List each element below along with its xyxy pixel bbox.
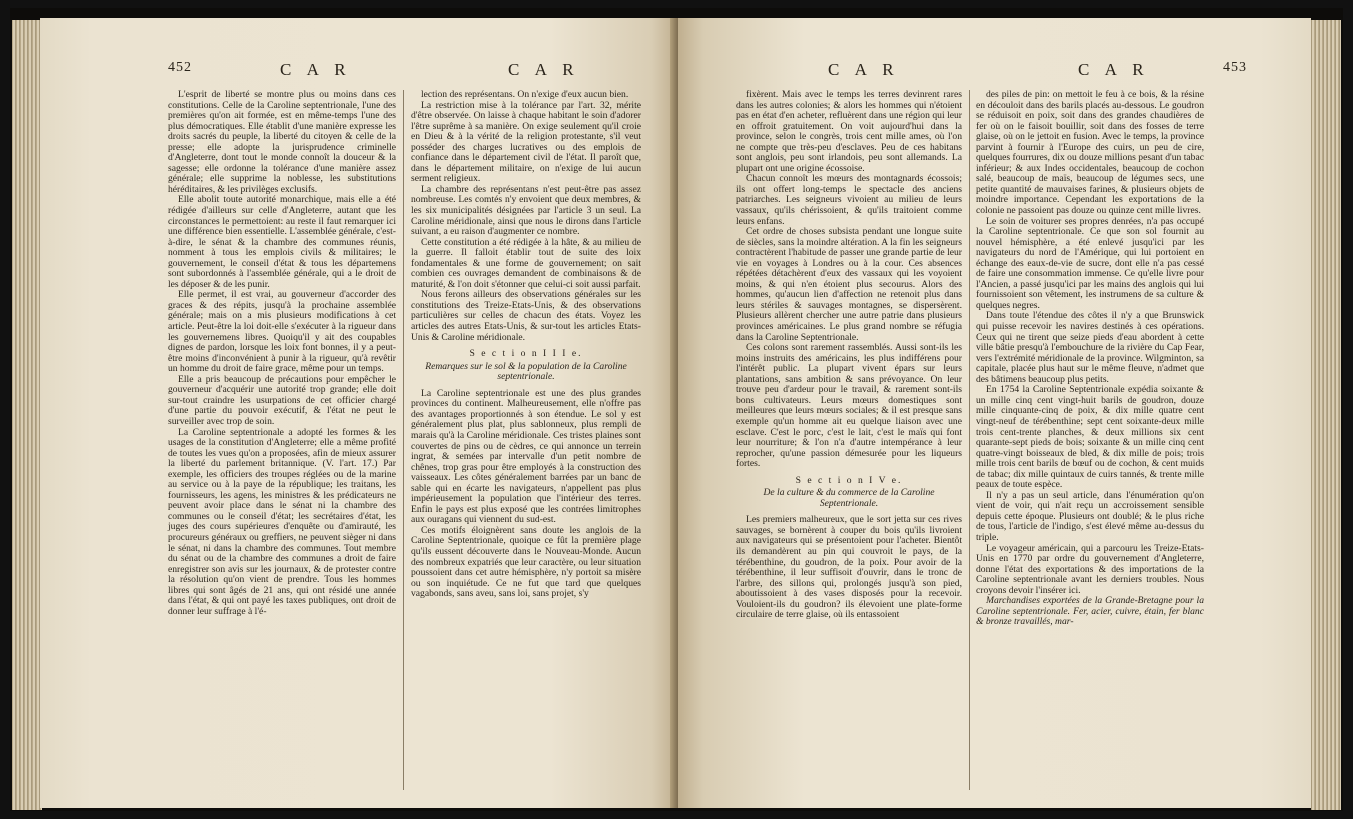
paragraph: L'esprit de liberté se montre plus ou moins dans ces constitutions. Celle de la Caroline septentrionale, l'une des premières qu'on ait formée, est en même-temps l'une des plus démocratiques. Elle établit d'une manière expresse les droits sacrés du peuple, la liberté du citoyen & celle de la presse; elle adopte la jurisprudence criminelle d'Angleterre, dont tout le monde connoît la douceur & la sagesse; elle ordonne la tolérance d'une manière assez générale; elle supprime la noblesse, les substitutions héréditaires, & les privilèges exclusifs.: [168, 89, 396, 195]
right-running-head-2: C A R: [1078, 60, 1150, 79]
paragraph: La Caroline septentrionale est une des plus grandes provinces du continent. Malheureusement, elle n'offre pas des avantages proportionnés à son étendue. Le sol y est généralement plus plat, plus sablonneux, plus rempli de marais qu'à la Caroline méridionale. Ces tristes plaines sont couvertes de pins ou de cèdres, ce qui annonce un terrein ingrat, & semées par intervalle d'un petit nombre de chênes, trop gras pour être employés à la construction des vaisseaux. Les côtes généralement barrées par un banc de sable qui en écarte les navigateurs, n'appellent pas plus impérieusement la population que l'intérieur des terres. Enfin le pays est plus exposé que les contrées limitrophes aux ouragans qui viennent du sud-est.: [411, 387, 641, 526]
paragraph: fixèrent. Mais avec le temps les terres devinrent rares dans les autres colonies; & alors les hommes qui n'étoient pas en état d'en acheter, refluèrent dans une région qui leur en offroit gratuitement. On voit aujourd'hui dans la province, selon le congrès, trois cent mille ames, où l'on ne compte que très-peu d'esclaves. Peu de ces habitans sont anglois, peu sont irlandois, peu sont allemands. La plupart ont une origine écossoise.: [736, 89, 962, 174]
left-column-1: [168, 90, 396, 617]
paragraph: La chambre des représentans n'est peut-être pas assez nombreuse. Les comtés n'y envoient que deux membres, & les six municipalités désignées par l'article 3 un seul. La Caroline méridionale, ainsi que nous le dirons dans l'article suivant, a eu raison d'augmenter ce nombre.: [411, 183, 641, 238]
column-divider: [403, 90, 404, 790]
paragraph: Elle a pris beaucoup de précautions pour empêcher le gouverneur d'acquérir une autorité trop grande; elle doit sur-tout craindre les usurpations de cet officier chargé d'une partie du pouvoir exécutif, & l'état ne peut le surveiller avec trop de soin.: [168, 373, 396, 427]
paragraph: Cette constitution a été rédigée à la hâte, & au milieu de la guerre. Il falloit établir tout de suite des loix fondamentales & une forme de gouvernement; on sait combien ces ouvrages demandent de combinaisons & de maturité, & l'on doit s'étonner que celui-ci soit aussi parfait.: [411, 236, 641, 290]
paragraph: La restriction mise à la tolérance par l'art. 32, mérite d'être observée. On laisse à chaque habitant le soin d'adorer l'être suprême à sa manière. On exige seulement qu'il croie en Dieu & à la vérité de la religion protestante, s'il veut posséder des charges lucratives ou des emplois de confiance dans le département civil de l'état. Il paroît que, dans le département militaire, on n'exige de lui aucun serment religieux.: [411, 99, 641, 185]
paragraph: des piles de pin: on mettoit le feu à ce bois, & la résine en découloit dans des barils placés au-dessous. Le goudron se réduisoit en poix, soit dans des grandes chaudières de fer où on le faisoit bouillir, soit dans des fosses de terre glaise, où on le jettoit en fusion. Avec le temps, la province parvint à fournir à l'Europe des cuirs, un peu de cire, quelques fourrures, dix ou douze millions pesant d'un tabac inférieur; & aux Indes occidentales, beaucoup de cochon salé, beaucoup de maïs, beaucoup de légumes secs, une petite quantité de mauvaises farines, & plusieurs objets de moindre importance. Cependant les exportations de la colonie ne passoient pas douze ou quinze cent mille livres.: [976, 89, 1204, 217]
section-heading: S e c t i o n I I I e.: [469, 348, 583, 360]
paragraph: Marchandises exportées de la Grande-Bretagne pour la Caroline septentrionale. Fer, acier, cuivre, étain, fer blanc & bronze travaillés, mar-: [976, 595, 1204, 628]
section-subtitle: Remarques sur le sol & la population de la Caroline septentrionale.: [425, 360, 627, 383]
paragraph: Chacun connoît les mœurs des montagnards écossois; ils ont offert long-temps le spectacle des anciens patriarches. Les seigneurs vivoient au milieu de leurs vassaux, qu'ils chérissoient, & qu'ils traitoient comme leurs enfans.: [736, 173, 962, 227]
paragraph: Nous ferons ailleurs des observations générales sur les constitutions des Treize-Etats-Unis, & des observations particulières sur celles de chacun des états. Voyez les articles des autres Etats-Unis, & sur-tout les articles Etats-Unis & Caroline méridionale.: [411, 289, 641, 343]
right-column-2: [976, 90, 1204, 628]
paragraph: Il n'y a pas un seul article, dans l'énumération qu'on vient de voir, qui n'ait reçu un accroissement sensible depuis cette époque. Plusieurs ont doublé; & le plus riche de tous, l'article de l'indigo, s'est élevé même au-dessus du triple.: [976, 489, 1204, 543]
paragraph: Ces motifs éloignèrent sans doute les anglois de la Caroline Septentrionale, quoique ce fût la première plage qu'ils eussent découverte dans le Nouveau-Monde. Aucun des nombreux expatriés que leur caractère, ou leur situation poussoient dans cet autre hémisphère, n'y portoit sa misère ou son inquiétude. Ce ne fut que tard que quelques vagabonds, sans aveu, sans loi, sans projet, s'y: [411, 524, 641, 600]
left-running-head-1: C A R: [280, 60, 352, 79]
left-column-2: [411, 90, 641, 600]
paragraph: Le soin de voiturer ses propres denrées, n'a pas occupé la Caroline septentrionale. Ce que son sol fournit au nouvel hémisphère, a été enlevé jusqu'ici par les navigateurs du nord de l'Amérique, qui lui portoient en échange des eaux-de-vie de sucre, dont elle n'a pas cessé de faire une consommation immense. Ce qu'elle livre pour l'Ancien, a passé jusqu'ici par les mains des anglois qui lui fournissoient son vêtement, les instrumens de sa culture & quelques negres.: [976, 215, 1204, 311]
paragraph: Elle permet, il est vrai, au gouverneur d'accorder des graces & des répits, jusqu'à la prochaine assemblée générale; mais on a mis plusieurs modifications à cet article. Peut-être la loi doit-elle s'exécuter à la rigueur dans les gouvernemens libres. Quoiqu'il y ait des coupables dignes de pardon, lorsque les loix font bonnes, il y a peut-être moins d'inconvénient à punir à la rigueur, qu'à revêtir un homme du droit de faire grace, même pour un temps.: [168, 289, 396, 375]
right-page: [678, 18, 1311, 808]
right-page-number: 453: [1223, 60, 1247, 75]
left-running-head-2: C A R: [508, 60, 580, 79]
left-page-number: 452: [168, 60, 192, 75]
column-divider: [969, 90, 970, 790]
paragraph: Elle abolit toute autorité monarchique, mais elle a été rédigée d'ailleurs sur celle d'Angleterre, autant que les circonstances le permettoient: au reste il faut remarquer ici une différence bien essentielle. L'assemblée générale, c'est-à-dire, le sénat & la chambre des communes réunis, nomment à tous les emplois civils & militaires; le gouvernement, le conseil d'état & tous les départemens sont subordonnés à l'assemblée générale, qui a le droit de les déposer & de les punir.: [168, 194, 396, 290]
right-column-1: [736, 90, 962, 621]
left-page: [40, 18, 677, 808]
paragraph: Dans toute l'étendue des côtes il n'y a que Brunswick qui puisse recevoir les navires destinés à ces opérations. Ceux qui ne tirent que seize pieds d'eau abordent à cette ville bâtie presqu'à l'embouchure de la rivière du Cap Fear, vers l'extrémité méridionale de la province. Wilgminton, sa capitale, placée plus haut sur le même fleuve, n'admet que des bâtimens beaucoup plus petits.: [976, 310, 1204, 385]
paragraph: lection des représentans. On n'exige d'eux aucun bien.: [421, 89, 629, 100]
section-subtitle: De la culture & du commerce de la Caroline Septentrionale.: [763, 487, 935, 509]
page-edges-right: [1311, 20, 1341, 810]
right-running-head-1: C A R: [828, 60, 900, 79]
paragraph: Ces colons sont rarement rassemblés. Aussi sont-ils les moins instruits des américains, les plus indifférens pour l'intérêt public. La plupart vivent épars sur leurs plantations, sans ambition & sans prévoyance. On leur trouve peu d'ardeur pour le travail, & rarement sont-ils bons cultivateurs. Leurs mœurs domestiques sont meilleures que leurs mœurs sociales; & il est presque sans exemple qu'un homme ait eu quelque liaison avec une esclave. C'est le porc, c'est le lait, c'est le maïs qui font leur nourriture; & l'on n'a d'autre intempérance à leur reprocher, qu'une passion démesurée pour les liqueurs fortes.: [736, 342, 962, 470]
paragraph: Cet ordre de choses subsista pendant une longue suite de siècles, sans la moindre altération. A la fin les seigneurs contractèrent l'habitude de passer une grande partie de leur vie en voyages à Londres ou à la cour. Ces absences répétées détachèrent d'eux des vassaux qui les voyoient moins, & qui n'en étoient plus secourus. Alors des hommes, qu'aucun lien d'affection ne retenoit plus dans leurs stériles & sauvages montagnes, se dispersèrent. Plusieurs allèrent chercher une autre patrie dans plusieurs provinces américaines. Le plus grand nombre se réfugia dans la Caroline Septentrionale.: [736, 226, 962, 343]
paragraph: Le voyageur américain, qui a parcouru les Treize-Etats-Unis en 1770 par ordre du gouvernement d'Angleterre, donne l'état des exportations & des importations de la Caroline septentrionale avant les derniers troubles. Nous croyons devoir l'insérer ici.: [976, 542, 1204, 596]
page-edges-left: [12, 20, 42, 810]
paragraph: Les premiers malheureux, que le sort jetta sur ces rives sauvages, se bornèrent à couper du bois qu'ils livroient aux navigateurs qui se présentoient pour l'acheter. Bientôt ils demandèrent au pin qui couvroit le pays, de la térébenthine, du goudron, de la poix. Pour avoir de la térébenthine, il leur suffisoit d'ouvrir, dans le tronc de l'arbre, des sillons qui, prolongés jusqu'à son pied, aboutissoient à des vases disposés pour la recevoir. Vouloient-ils du goudron? ils élevoient une plate-forme circulaire de terre glaise, où ils entassoient: [736, 514, 962, 621]
paragraph: En 1754 la Caroline Septentrionale expédia soixante & un mille cinq cent vingt-huit barils de goudron, douze mille cinquante-cinq de poix, & dix mille quatre cent vingt-neuf de térébenthine; sept cent soixante-deux mille trois cent-trente planches, & deux millions six cent quarante-sept pieds de bois; soixante & un mille cinq cent quatre-vingt boisseaux de bled, & dix mille de pois; trois mille trois cent barils de bœuf ou de cochon, & cent muids de tabac; dix mille quintaux de cuirs tannés, & trente mille peaux de toute espèce.: [976, 384, 1204, 491]
paragraph: La Caroline septentrionale a adopté les formes & les usages de la constitution d'Angleterre; elle a même profité de toutes les vues qu'on a proposées, afin de mieux assurer la liberté du parlement britannique. (V. l'art. 17.) Par exemple, les officiers des troupes réglées ou de la marine au service ou à la paye de la république; les traitans, les fournisseurs, les agens, les ministres & les prédicateurs ne peuvent avoir place dans le sénat ni la chambre des communes ou le conseil d'état; les secrétaires d'état, les juges des cours supérieures d'enquête ou d'amirauté, les procureurs généraux ou greffiers, ne peuvent sièger ni dans le sénat, ni dans la chambre des communes. Tout membre du sénat ou de la chambre des communes a droit de faire enregistrer son avis sur les journaux, & de protester contre la résolution qu'on vient de prendre. Tous les hommes libres qui sont âgés de 21 ans, qui ont résidé une année dans l'état, & qui ont payé les taxes publiques, ont droit de donner leur suffrage à l'é-: [168, 426, 396, 617]
section-heading: S e c t i o n I V e.: [795, 474, 903, 486]
